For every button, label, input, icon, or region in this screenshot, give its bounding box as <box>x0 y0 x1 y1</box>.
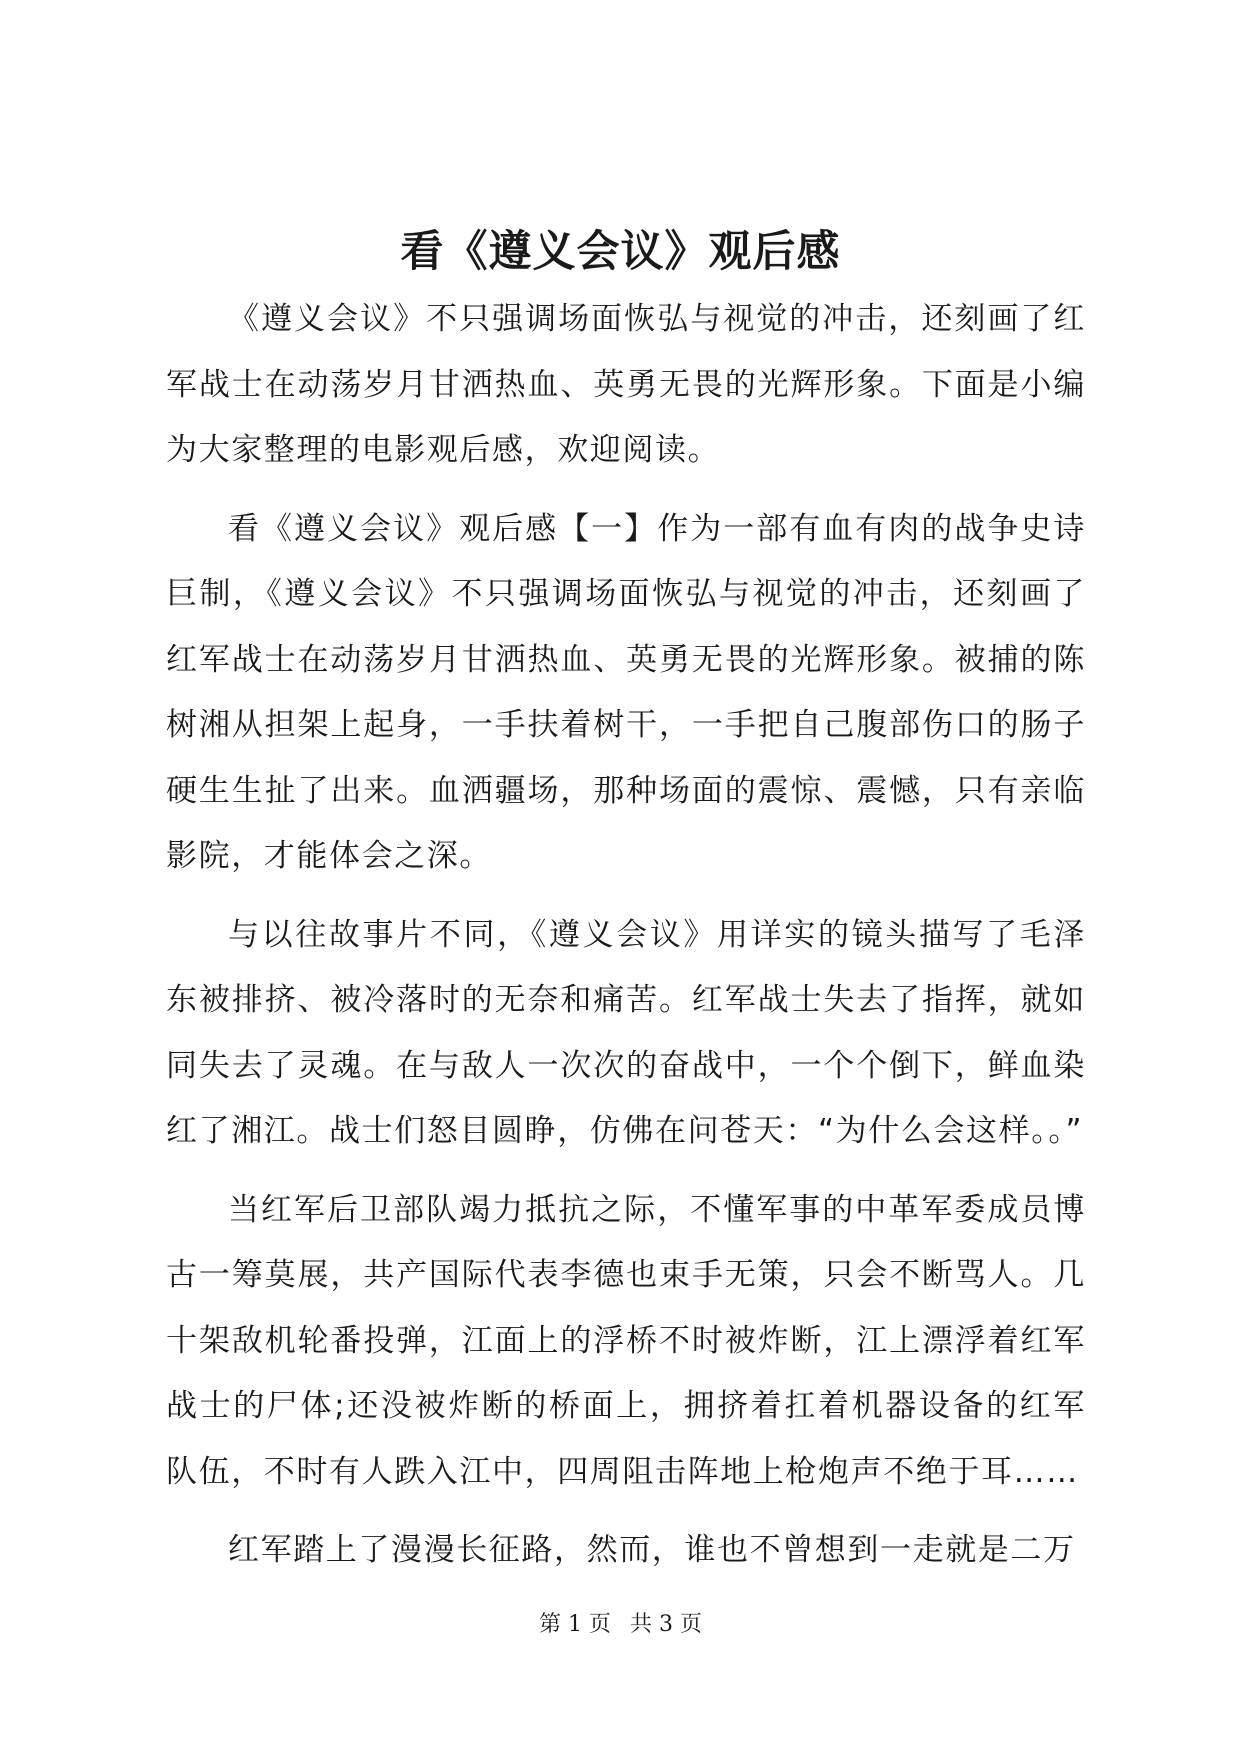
paragraph-3: 当红军后卫部队竭力抵抗之际，不懂军事的中革军委成员博古一筹莫展，共产国际代表李德也束手无策，只会不断骂人。几十架敌机轮番投弹，江面上的浮桥不时被炸断，江上漂浮着红军战士的尸体;还没被炸断的桥面上，拥挤着扛着机器设备的红军队伍，不时有人跌入江中，四周阻击阵地上枪炮声不绝于耳…… <box>166 1191 1086 1490</box>
paragraph-2: 与以往故事片不同，《遵义会议》用详实的镜头描写了毛泽东被排挤、被冷落时的无奈和痛苦。红军战士失去了指挥，就如同失去了灵魂。在与敌人一次次的奋战中，一个个倒下，鲜血染红了湘江。战士们怒目圆睁，仿佛在问苍天：“为什么会这样。。” <box>166 916 1086 1149</box>
paragraph-1: 看《遵义会议》观后感【一】作为一部有血有肉的战争史诗巨制，《遵义会议》不只强调场面恢弘与视觉的冲击，还刻画了红军战士在动荡岁月甘洒热血、英勇无畏的光辉形象。被捕的陈树湘从担架上起身，一手扶着树干，一手把自己腹部伤口的肠子硬生生扯了出来。血洒疆场，那种场面的震惊、震憾，只有亲临影院，才能体会之深。 <box>166 510 1086 874</box>
page-number: 第 1 页 <box>539 1612 611 1637</box>
paragraph-intro: 《遵义会议》不只强调场面恢弘与视觉的冲击，还刻画了红军战士在动荡岁月甘洒热血、英勇无畏的光辉形象。下面是小编为大家整理的电影观后感，欢迎阅读。 <box>166 301 1086 468</box>
page-total: 共 3 页 <box>630 1612 702 1637</box>
document-body <box>166 287 1086 1597</box>
paragraph-4: 红军踏上了漫漫长征路，然而，谁也不曾想到一走就是二万 <box>228 1532 1076 1568</box>
document-title: 看《遵义会议》观后感 <box>400 227 841 277</box>
page-footer <box>0 1610 1241 1640</box>
